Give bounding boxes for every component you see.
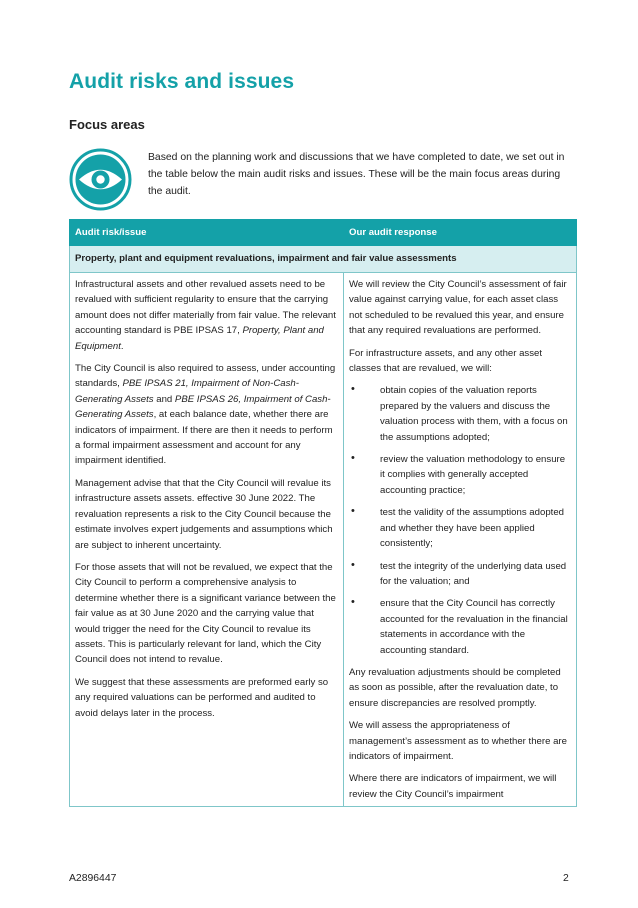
response-cell — [344, 273, 577, 807]
list-item: • obtain copies of the valuation reports prepared by the valuers and discuss the valuation process with them, with a focus on the assumptions adopted; — [349, 383, 571, 445]
response-paragraph: We will review the City Council’s assessment of fair value against carrying value, for each asset class not scheduled to be revalued this year, and ensure that any required revaluations are performed. — [349, 279, 567, 337]
list-item: • test the validity of the assumptions adopted and whether they have been applied consistently; — [349, 505, 571, 551]
list-item: • ensure that the City Council has correctly accounted for the revaluation in the financial statements in accordance with the accounting standard. — [349, 596, 571, 658]
risk-paragraph: We suggest that these assessments are preformed early so any required valuations can be performed and audited to avoid delays later in the process. — [75, 676, 329, 719]
response-paragraph: We will assess the appropriateness of management’s assessment as to whether there are indicators of impairment. — [349, 720, 567, 762]
section-title: Property, plant and equipment revaluations, impairment and fair value assessments — [70, 246, 577, 273]
page-number: 2 — [563, 873, 569, 884]
list-item: • review the valuation methodology to ensure it complies with generally accepted accounting practice; — [349, 452, 571, 498]
eye-icon — [69, 148, 132, 211]
section-subtitle: Focus areas — [69, 117, 145, 132]
section-row — [70, 246, 577, 273]
intro-paragraph: Based on the planning work and discussions that we have completed to date, we set out in the table below the main audit risks and issues. These will be the main focus areas during the audit. — [148, 152, 565, 197]
response-paragraph: Any revaluation adjustments should be completed as soon as possible, after the revaluation date, to ensure discrepancies are resolved promptly. — [349, 666, 561, 709]
audit-risk-table — [69, 219, 577, 807]
page-title: Audit risks and issues — [69, 70, 295, 93]
document-reference: A2896447 — [69, 873, 117, 884]
list-item: • test the integrity of the underlying data used for the valuation; and — [349, 559, 571, 590]
response-bullet-list — [349, 383, 571, 658]
response-paragraph: Where there are indicators of impairment, we will review the City Council’s impairment — [349, 773, 557, 800]
risk-paragraph: Management advise that that the City Council will revalue its infrastructure assets assets. effective 30 June 2022. The revaluation represents a risk to the City Council because the estimate involves expert judgements and assumptions which are subject to inherent uncertainty. — [75, 477, 333, 551]
response-paragraph: For infrastructure assets, and any other asset classes that are revalued, we will: — [349, 347, 543, 375]
risk-cell — [70, 273, 344, 807]
risk-paragraph: For those assets that will not be revalued, we expect that the City Council to perform a comprehensive analysis to determine whether there is a significant variance between the fair value as at 30 June 2020 and the carrying value that would trigger the need for the City Council to revalue its assets. This is particularly relevant for land, which the City Council does not intend to revalue. — [75, 561, 336, 666]
risk-paragraph: Infrastructural assets and other revalued assets need to be revalued with sufficient regularity to ensure that the carrying amount does not differ materially from fair value. The relevant accounting standard is PBE IPSAS 17, Property, Plant and Equipment. — [75, 279, 336, 352]
table-header-row — [70, 220, 577, 246]
table-row — [70, 273, 577, 807]
column-header-response: Our audit response — [344, 220, 577, 246]
column-header-risk: Audit risk/issue — [70, 220, 344, 246]
risk-paragraph: The City Council is also required to assess, under accounting standards, PBE IPSAS 21, Impairment of Non-Cash-Generating Assets and PBE IPSAS 26, Impairment of Cash-Generating Assets, at each balance date, whether there are indicators of impairment. If there are then it needs to perform a formal impairment assessment and account for any impairment identified. — [75, 363, 336, 467]
